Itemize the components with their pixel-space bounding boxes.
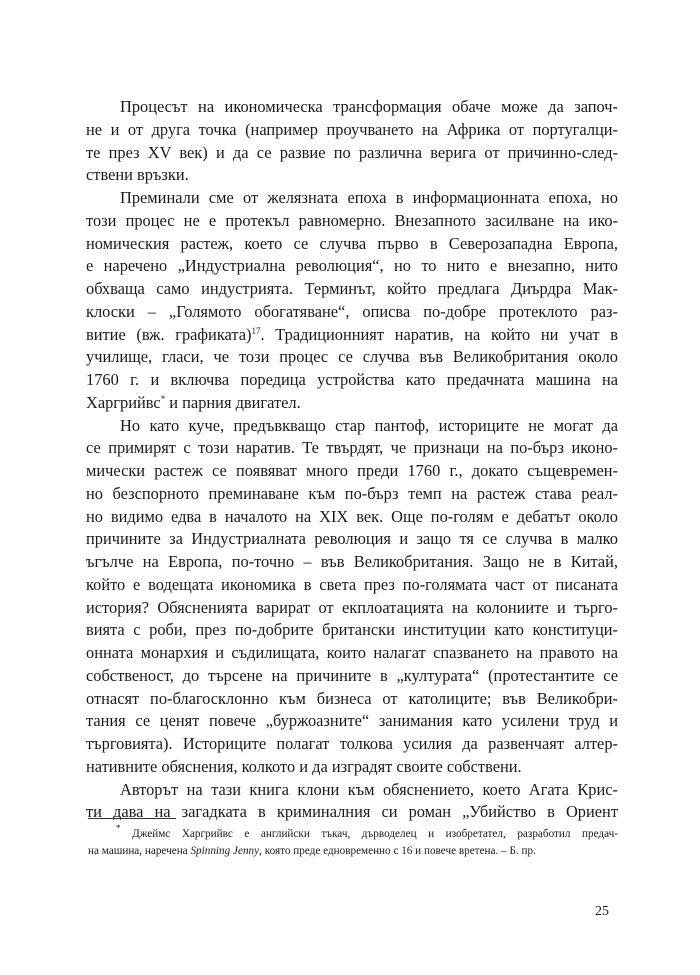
footnote-line (88, 843, 618, 860)
text-line: търговията). Историците полагат толкова усилия да развенчаят алтер- (86, 734, 618, 753)
text-line: собственост, до търсене на причините в „културата“ (протестантите се (86, 665, 618, 685)
footnote-marker: * (116, 823, 121, 833)
text-line: 1760 г. и включва поредица устройства като предачната машина на (86, 370, 618, 389)
text-line: който е водещата икономика в света през по-голямата част от писаната (86, 574, 618, 594)
text-line: история? Обясненията варират от екплоатацията на колониите и търго- (86, 597, 618, 617)
text-line: онната монархия и съдилищата, които налагат спазването на правото на (86, 643, 618, 662)
text-line: училище, гласи, че този процес се случва във Великобритания около (86, 347, 618, 367)
text-line: се примирят с този наратив. Те твърдят, че признаци на по-бърз иконо- (86, 438, 618, 458)
text-line: Но като куче, предъвкващо стар пантоф, историците не могат да (120, 415, 618, 435)
text-line: Процесът на икономическа трансформация обаче може да започ- (120, 97, 618, 116)
text-fragment: витие (вж. графиката) (86, 324, 252, 344)
text-line: нативните обяснения, колкото и да изградят своите собствени. (86, 756, 522, 776)
paragraph-1 (86, 96, 618, 187)
text-line: Авторът на тази книга клони към обяснението, което Агата Крис- (120, 779, 618, 799)
text-line: този процес не е протекъл равномерно. Внезапното засилване на ико- (86, 210, 618, 230)
text-fragment: и парния двигател. (165, 392, 301, 412)
footnote-text: Джеймс Харгрийвс е английски тъкач, дърводелец и изобретател, разработил предач- (132, 828, 618, 840)
text-fragment: Харгрийвс (86, 392, 161, 412)
footnote-text: , която преде едновременно с 16 и повече вретена. – Б. пр. (259, 845, 536, 857)
footnote-line (88, 823, 618, 843)
paragraph-2 (86, 187, 618, 415)
footnote-divider (88, 818, 176, 819)
text-line: причините за Индустриалната революция и защо тя се случва в малко (86, 529, 618, 549)
text-line: Преминали сме от желязната епоха в информационната епоха, но (120, 188, 618, 207)
footnote (88, 823, 618, 860)
text-line: обхваща само индустрията. Терминът, който предлага Диърдра Мак- (86, 279, 618, 298)
text-line: отнасят по-благосклонно към бизнеса от католиците; във Великобри- (86, 688, 618, 708)
footnote-italic-title: Spinning Jenny (190, 845, 260, 857)
text-fragment: Традиционният наратив, на който ни учат в (275, 324, 618, 344)
text-line: те през XV век) и да се развие по различна верига от причинно-след- (86, 142, 618, 162)
page-number: 25 (595, 904, 609, 919)
text-line: вията с роби, през по-добрите британски институции като конституци- (86, 620, 618, 640)
text-line: е наречено „Индустриална революция“, но то нито е внезапно, нито (86, 256, 618, 276)
text-line: тания се ценят повече „буржоазните“ занимания като усилени труд и (86, 711, 618, 731)
text-line: клоски – „Голямото обогатяване“, описва по-добре протеклото раз- (86, 301, 618, 321)
footnote-text: на машина, наречена (88, 845, 191, 857)
text-line: но видимо едва в началото на XIX век. Още по-голям е дебатът около (86, 506, 618, 526)
text-line (86, 392, 618, 415)
text-line: мически растеж се появяват много преди 1760 г., докато същевремен- (86, 461, 618, 480)
text-line: ти дава на загадката в криминалния си роман „Убийство в Ориент (86, 802, 618, 822)
text-line: ствени връзки. (86, 165, 189, 185)
text-line: витие (вж. графиката)$^{17}$. Традиционният наратив, на който ни учат в (86, 324, 618, 344)
footnote-marker: * (160, 393, 166, 404)
main-text (86, 96, 618, 824)
endnote-marker: 17 (251, 325, 261, 336)
text-line: но безспорното преминаване към по-бърз темп на растеж става реал- (86, 483, 618, 503)
text-line: ъгълче на Европа, по-точно – във Великобритания. Защо не в Китай, (86, 552, 618, 571)
text-line: не и от друга точка (например проучването на Африка от португалци- (86, 119, 618, 139)
text-line: номическия растеж, което се случва първо в Северозападна Европа, (86, 233, 618, 253)
paragraph-3 (86, 415, 618, 779)
